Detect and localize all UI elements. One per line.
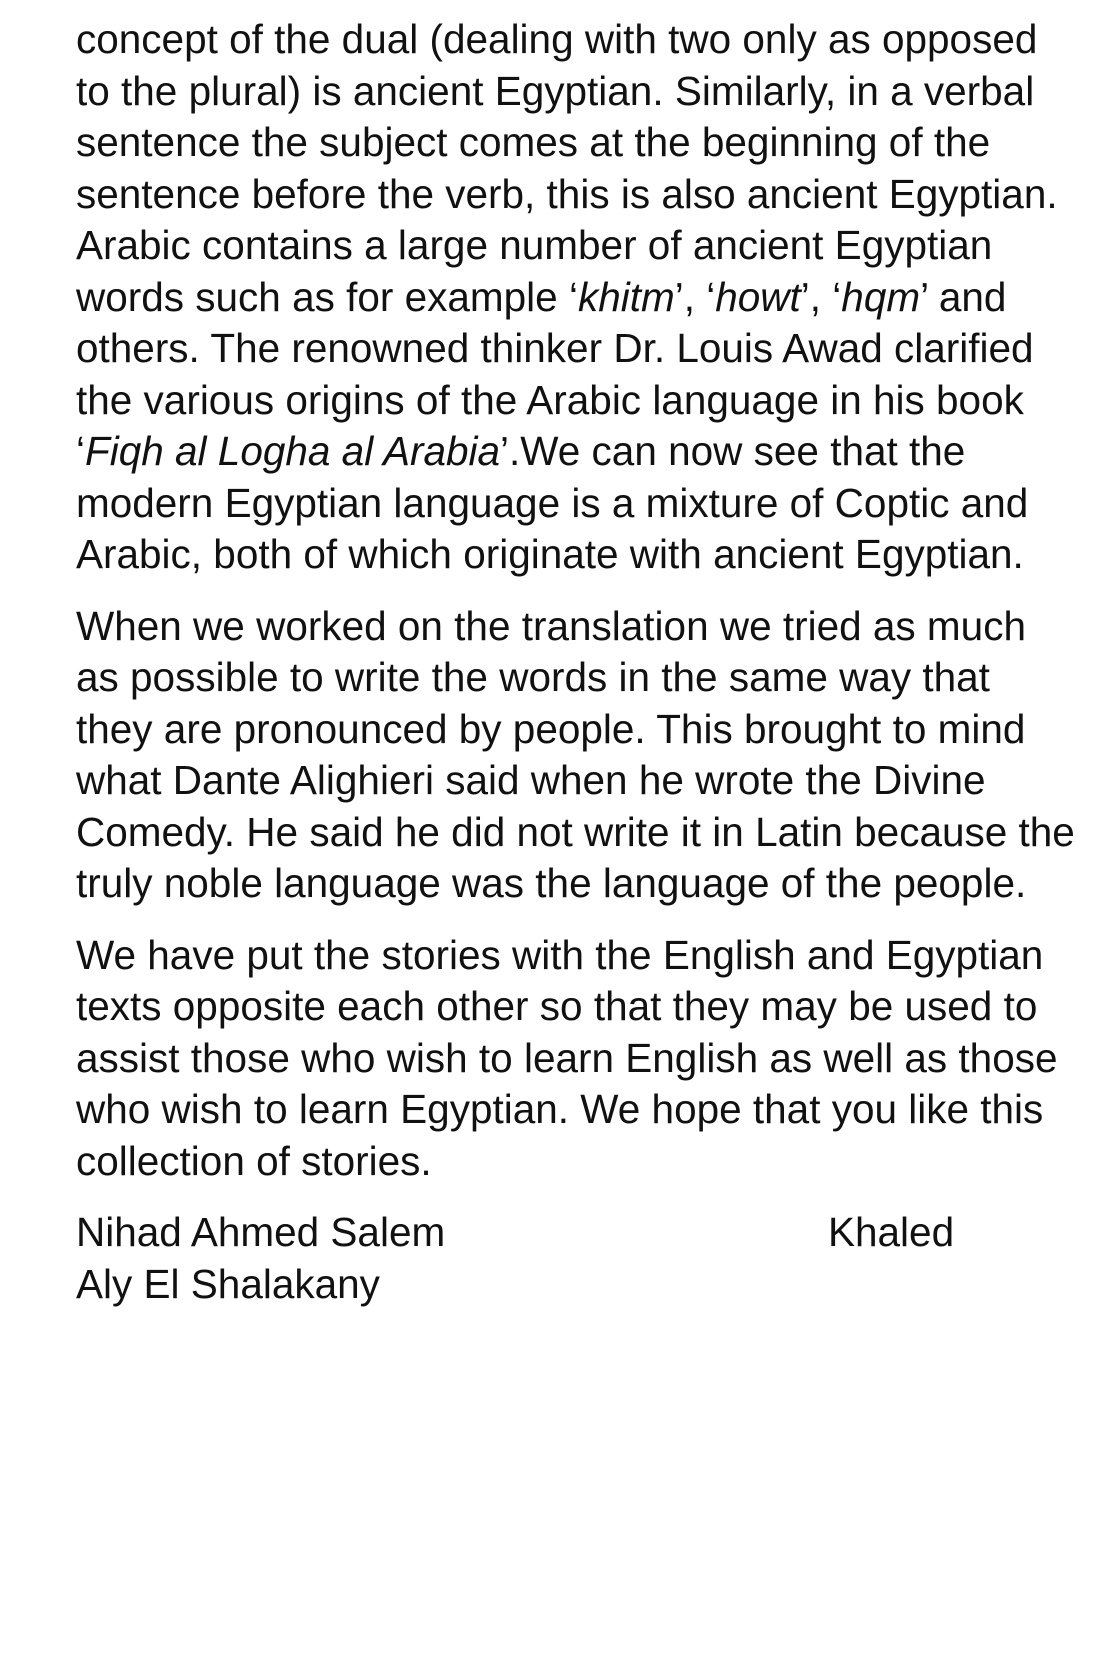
author-2-surname: Aly El Shalakany: [76, 1260, 380, 1307]
paragraph-3: [76, 930, 1076, 1188]
text-run: When we worked on the translation we tried as much as possible to write the words in the same way that they are pronounced by people. This brought to mind what Dante Alighieri said when he wrote the Divine Comedy. He said he did not write it in Latin because the truly noble language was the language of the people.: [76, 602, 1075, 906]
text-run: We have put the stories with the English and Egyptian texts opposite each other so that they may be used to assist those who wish to learn English as well as those who wish to learn Egyptian. We hope that you like this collection of stories.: [76, 931, 1058, 1184]
italic-term: Fiqh al Logha al Arabia: [85, 428, 501, 474]
text-run: ’ and others. The renowned thinker Dr. Louis Awad clarified the various origins of the Arabic language in his book ‘: [76, 273, 1034, 474]
italic-term: khitm: [577, 273, 675, 320]
text-run: ’.We can now see that the modern Egyptian language is a mixture of Coptic and Arabic, both of which originate with ancient Egyptian.: [76, 428, 1029, 577]
document-page: [76, 14, 1076, 1310]
italic-term: howt: [715, 273, 801, 320]
paragraph-1: [76, 14, 1076, 581]
paragraph-2: [76, 601, 1076, 910]
author-1-name: Nihad Ahmed Salem: [76, 1209, 446, 1255]
text-run: concept of the dual (dealing with two only as opposed to the plural) is ancient Egyptian. Similarly, in a verbal sentence the subject comes at the beginning of the sentence before the verb, this is also ancient Egyptian. Arabic contains a large number of ancient Egyptian words such as for example ‘: [76, 16, 1058, 320]
italic-term: hqm: [841, 273, 921, 320]
author-2-first-name: Khaled: [828, 1209, 955, 1255]
text-run: ’, ‘: [800, 273, 842, 320]
signature-block: [76, 1207, 1076, 1310]
text-run: ’, ‘: [674, 273, 716, 320]
